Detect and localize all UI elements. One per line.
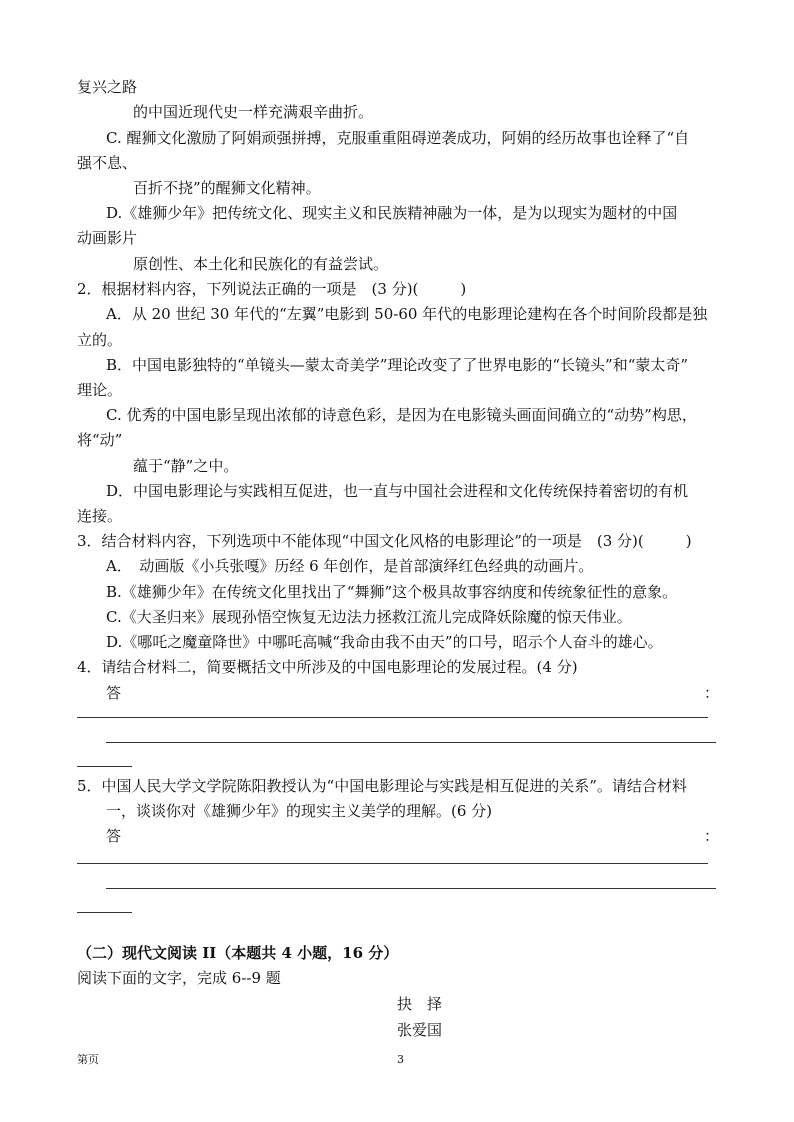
option-a: A．从 20 世纪 30 年代的“左翼”电影到 50-60 年代的电影理论建构在各个时间阶段都是独: [106, 305, 708, 323]
option-c: C. 醒狮文化激励了阿娟顽强拼搏，克服重重阻碍逆袭成功，阿娟的经历故事也诠释了“自: [106, 129, 690, 147]
answer-colon: ：: [704, 684, 720, 702]
story-title: 抉 择: [397, 995, 443, 1013]
answer-label: 答: [106, 827, 122, 845]
page-number: 3: [397, 1053, 404, 1066]
text-line: 动画影片: [77, 229, 138, 247]
text-line: 的中国近现代史一样充满艰辛曲折。: [133, 103, 374, 121]
option-b: B.《雄狮少年》在传统文化里找出了“舞狮”这个极具故事容纳度和传统象征性的意象。: [106, 583, 678, 601]
question-2: [77, 279, 466, 299]
text-line: 蕴于“静”之中。: [133, 457, 239, 475]
option-d: D．中国电影理论与实践相互促进，也一直与中国社会进程和文化传统保持着密切的有机: [106, 482, 689, 500]
question-3-stem: 3．结合材料内容，下列选项中不能体现“中国文化风格的电影理论”的一项是 (3 分)(: [77, 532, 644, 550]
answer-line: [106, 742, 716, 743]
answer-line: [106, 888, 716, 889]
text-line: 复兴之路: [77, 78, 138, 96]
text-line: 将“动”: [77, 431, 123, 449]
question-4: 4．请结合材料二，简要概括文中所涉及的中国电影理论的发展过程。(4 分): [77, 658, 578, 676]
answer-line: [77, 717, 708, 718]
text-line: 连接。: [77, 507, 123, 525]
footer-page-label: 第页: [77, 1053, 99, 1066]
text-line: 一，谈谈你对《雄狮少年》的现实主义美学的理解。(6 分): [106, 802, 493, 820]
story-author: 张爱国: [397, 1021, 443, 1039]
answer-line: [77, 863, 708, 864]
answer-colon: ：: [704, 827, 720, 845]
section-heading: （二）现代文阅读 II（本题共 4 小题，16 分）: [77, 944, 399, 962]
paren-close: ): [685, 532, 692, 550]
question-2-stem: 2．根据材料内容，下列说法正确的一项是 (3 分)(: [77, 280, 419, 298]
paren-close: ): [460, 280, 467, 298]
answer-line: [77, 912, 132, 913]
option-b: B．中国电影独特的“单镜头—蒙太奇美学”理论改变了了世界电影的“长镜头”和“蒙太奇”: [106, 356, 689, 374]
text-line: 强不息、: [77, 154, 138, 172]
text-line: 立的。: [77, 331, 123, 349]
option-a: A． 动画版《小兵张嘎》历经 6 年创作，是首部演绎红色经典的动画片。: [106, 557, 594, 575]
instruction-text: 阅读下面的文字，完成 6--9 题: [77, 969, 281, 987]
text-line: 百折不挠”的醒狮文化精神。: [133, 179, 321, 197]
question-5: 5．中国人民大学文学院陈阳教授认为“中国电影理论与实践是相互促进的关系”。请结合材料: [77, 777, 687, 795]
question-3: [77, 531, 692, 551]
answer-line: [77, 766, 132, 767]
option-c: C. 优秀的中国电影呈现出浓郁的诗意色彩，是因为在电影镜头画面间确立的“动势”构思，: [106, 406, 697, 424]
option-c: C.《大圣归来》展现孙悟空恢复无边法力拯救江流儿完成降妖除魔的惊天伟业。: [106, 608, 632, 626]
text-line: 原创性、本土化和民族化的有益尝试。: [133, 255, 389, 273]
text-line: 理论。: [77, 381, 123, 399]
answer-label: 答: [106, 684, 122, 702]
option-d: D.《雄狮少年》把传统文化、现实主义和民族精神融为一体，是为以现实为题材的中国: [106, 204, 678, 222]
option-d: D.《哪吒之魔童降世》中哪吒高喊“我命由我不由天”的口号，昭示个人奋斗的雄心。: [106, 633, 663, 651]
